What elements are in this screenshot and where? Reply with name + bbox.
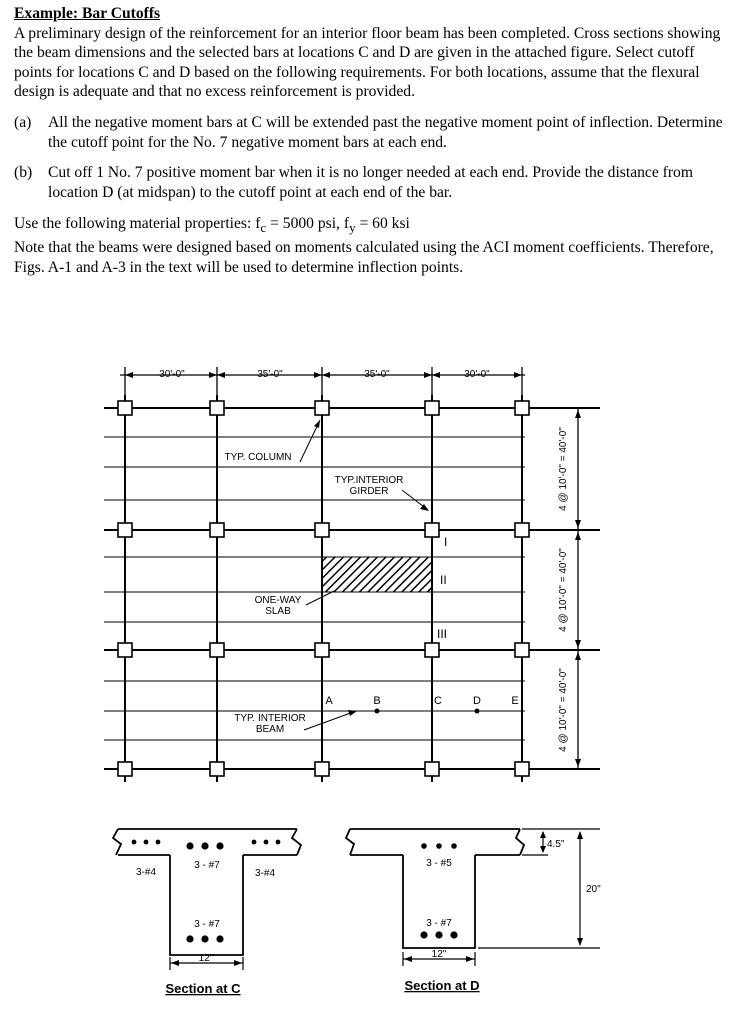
location-label: C: [434, 695, 442, 707]
typ-girder-label: GIRDER: [349, 486, 389, 497]
fc-subscript: c: [260, 220, 267, 236]
part-b: [14, 163, 734, 202]
part-a: [14, 113, 734, 152]
hatched-slab-panel: [322, 557, 432, 592]
section-d-depth: 20": [586, 884, 601, 895]
material-properties: Use the following material properties: $f_c = 5000$ psi, $f_y = 60$ ksi: [14, 215, 410, 236]
leader-arrowhead: [348, 710, 357, 716]
leader-line: [306, 591, 334, 605]
span-label: 35'-0": [364, 369, 390, 380]
span-label: 30'-0": [159, 369, 185, 380]
problem-document: [14, 4, 734, 277]
beam-lines: [104, 437, 525, 740]
section-c-bar-label: 3 - #7: [194, 860, 220, 871]
typ-column-label: TYP. COLUMN: [224, 452, 292, 463]
section-d-bar-label: 3 - #7: [426, 918, 452, 929]
section-d-width: 12": [431, 949, 447, 960]
location-label: A: [325, 695, 333, 707]
fy-subscript: y: [349, 220, 356, 236]
example-heading: Example: Bar Cutoffs: [14, 5, 161, 22]
section-d-depth-dimension: [478, 829, 600, 948]
section-c-bar-label: 3 - #7: [194, 919, 220, 930]
intro-paragraph: A preliminary design of the reinforcement for an interior floor beam has been completed. Cross sections showing the beam dimensions and the selected bars at locations C and D are given in the attached figure. Select cutoff points for locations C and D based on the following requirements. For both locations, assume that the flexural design is adequate and that no excess reinforcement is provided.: [14, 24, 721, 101]
bay-dimension-label: 4 @ 10'-0" = 40'-0": [558, 548, 569, 632]
one-way-slab-label: SLAB: [265, 606, 291, 617]
part-a-text: All the negative moment bars at C will be extended past the negative moment point of inflection. Determine the cutoff point for the No. 7 negative moment bars at each end.: [48, 113, 723, 151]
section-d-flange: 4.5": [547, 839, 565, 850]
span-label: 35'-0": [257, 369, 283, 380]
one-way-slab-label: ONE-WAY: [254, 595, 302, 606]
note-paragraph: Note that the beams were designed based on moments calculated using the ACI moment coefficients. Therefore, Figs. A-1 and A-3 in the text will be used to determine inflection points.: [14, 239, 714, 276]
section-d-title: Section at D: [404, 978, 480, 993]
section-d-outline: [346, 829, 524, 948]
leader-line: [304, 711, 356, 730]
leader-arrowhead: [314, 420, 320, 428]
typ-beam-label: BEAM: [255, 724, 285, 735]
bay-numeral: III: [437, 627, 448, 641]
typ-girder-label: TYP.INTERIOR: [334, 475, 404, 486]
location-label: B: [373, 695, 381, 707]
bay-numeral: I: [444, 535, 448, 549]
section-c-width: 12": [198, 953, 214, 964]
span-label: 30'-0": [464, 369, 490, 380]
location-label: D: [473, 695, 481, 707]
part-b-label: (b): [14, 164, 33, 182]
location-point: [375, 709, 380, 714]
bay-dimension-label: 4 @ 10'-0" = 40'-0": [558, 427, 569, 511]
bay-numeral: II: [440, 573, 447, 587]
part-b-text: Cut off 1 No. 7 positive moment bar when it is no longer needed at each end. Provide the distance from location D (at midspan) to the cutoff point at each end of the bar.: [48, 164, 693, 201]
location-point: [475, 709, 480, 714]
section-d-bar-label: 3 - #5: [426, 858, 452, 869]
section-c-title: Section at C: [165, 981, 241, 996]
framing-plan-figure: [0, 350, 752, 1024]
section-c-bar-label: 3-#4: [135, 867, 157, 878]
part-a-label: (a): [14, 113, 32, 131]
typ-beam-label: TYP. INTERIOR: [234, 713, 306, 724]
section-c-bar-label: 3-#4: [254, 868, 276, 879]
bay-dimension-label: 4 @ 10'-0" = 40'-0": [558, 668, 569, 752]
location-label: E: [511, 695, 519, 707]
